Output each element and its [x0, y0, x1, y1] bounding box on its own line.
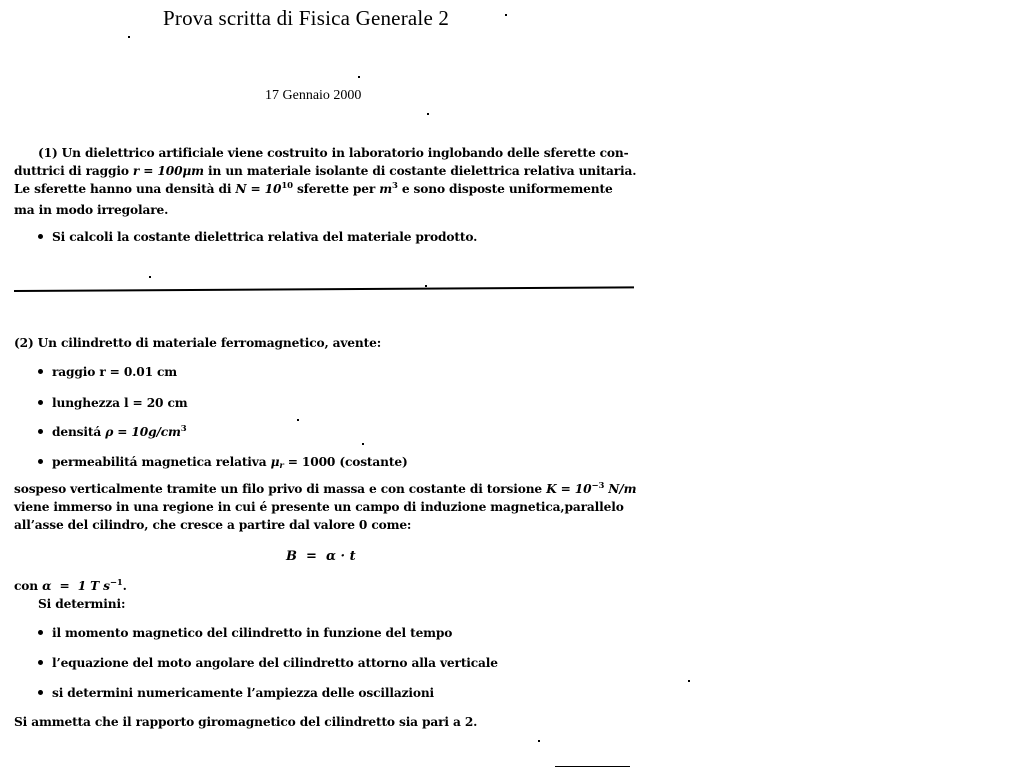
bullet-icon: [38, 630, 43, 635]
mu-subscript: r: [279, 461, 284, 471]
separator-line: [14, 286, 634, 292]
bottom-rule: [555, 766, 630, 767]
problem1-line4: ma in modo irregolare.: [14, 203, 169, 217]
bullet-icon: [38, 400, 43, 405]
prop-label: densitá: [52, 425, 106, 439]
question-text: il momento magnetico del cilindretto in funzione del tempo: [52, 626, 453, 640]
page-title: Prova scritta di Fisica Generale 2: [163, 6, 450, 30]
torsion-unit: N/m: [604, 482, 637, 496]
problem2-text1: [14, 482, 636, 496]
scan-speck: [505, 14, 507, 16]
problem1-line3-text: Le sferette hanno una densità di: [14, 182, 236, 196]
density-exponent: 10: [281, 181, 293, 191]
bullet-icon: [38, 234, 43, 239]
alpha-definition: [14, 579, 127, 593]
radius-formula: r = 100μm: [132, 164, 204, 178]
bullet-text: Si calcoli la costante dielettrica relativa del materiale prodotto.: [52, 230, 478, 244]
scan-speck: [688, 680, 690, 682]
problem1-line2: [14, 164, 636, 178]
problem1-line3: [14, 182, 613, 196]
density-exponent: 3: [180, 424, 187, 434]
problem1-line3-text-b: sferette per: [292, 182, 380, 196]
problem1-line2-text: duttrici di raggio: [14, 164, 133, 178]
scan-speck: [425, 285, 427, 287]
mu-symbol: μ: [270, 455, 280, 469]
prop-text: raggio r = 0.01 cm: [52, 365, 178, 379]
problem1-line2-text-b: in un materiale isolante di costante dielettrica relativa unitaria.: [203, 164, 637, 178]
scan-speck: [427, 113, 429, 115]
bullet-icon: [38, 690, 43, 695]
scan-speck: [538, 740, 540, 742]
problem2-intro: (2) Un cilindretto di materiale ferromagnetico, avente:: [14, 336, 382, 350]
scan-speck: [358, 76, 360, 78]
si-determini: Si determini:: [38, 597, 126, 611]
prop-value: = 1000 (costante): [283, 455, 408, 469]
question-text: l’equazione del moto angolare del cilindretto attorno alla verticale: [52, 656, 498, 670]
con-end: .: [122, 579, 127, 593]
bullet-icon: [38, 459, 43, 464]
question-2: [38, 656, 498, 670]
prop-densita: [38, 425, 187, 439]
problem2-text3: all’asse del cilindro, che cresce a partire dal valore 0 come:: [14, 518, 412, 532]
torsion-formula: K = 10: [546, 482, 592, 496]
prop-raggio: [38, 365, 177, 379]
question-text: si determini numericamente l’ampiezza delle oscillazioni: [52, 686, 435, 700]
prop-lunghezza: [38, 396, 187, 410]
alpha-formula: α = 1 T s: [42, 579, 110, 593]
exam-date: 17 Gennaio 2000: [265, 88, 362, 103]
problem2-text2: viene immerso in una regione in cui é presente un campo di induzione magnetica,parallelo: [14, 500, 624, 514]
prop-permeabilita: [38, 455, 408, 469]
question-1: [38, 626, 452, 640]
scan-speck: [362, 443, 364, 445]
field-equation: B = α · t: [286, 549, 356, 564]
scan-speck: [149, 276, 151, 278]
prop-label: permeabilitá magnetica relativa: [52, 455, 271, 469]
closing-sentence: Si ammetta che il rapporto giromagnetico del cilindretto sia pari a 2.: [14, 715, 478, 729]
text1: sospeso verticalmente tramite un filo privo di massa e con costante di torsione: [14, 482, 547, 496]
scan-speck: [297, 419, 299, 421]
problem1-line3-text-c: e sono disposte uniformemente: [397, 182, 613, 196]
bullet-icon: [38, 369, 43, 374]
con-text: con: [14, 579, 43, 593]
bullet-icon: [38, 429, 43, 434]
prop-text: lunghezza l = 20 cm: [52, 396, 188, 410]
problem1-bullet: [38, 230, 477, 244]
density-formula: ρ = 10g/cm: [105, 425, 181, 439]
unit-exponent: 3: [391, 181, 398, 191]
question-3: [38, 686, 434, 700]
unit-m: m: [379, 182, 392, 196]
density-formula: N = 10: [235, 182, 282, 196]
scan-speck: [128, 36, 130, 38]
torsion-exponent: −3: [591, 481, 605, 491]
alpha-exponent: −1: [109, 578, 123, 588]
bullet-icon: [38, 660, 43, 665]
problem1-line1: (1) Un dielettrico artificiale viene costruito in laboratorio inglobando delle sferette con-: [38, 146, 629, 160]
